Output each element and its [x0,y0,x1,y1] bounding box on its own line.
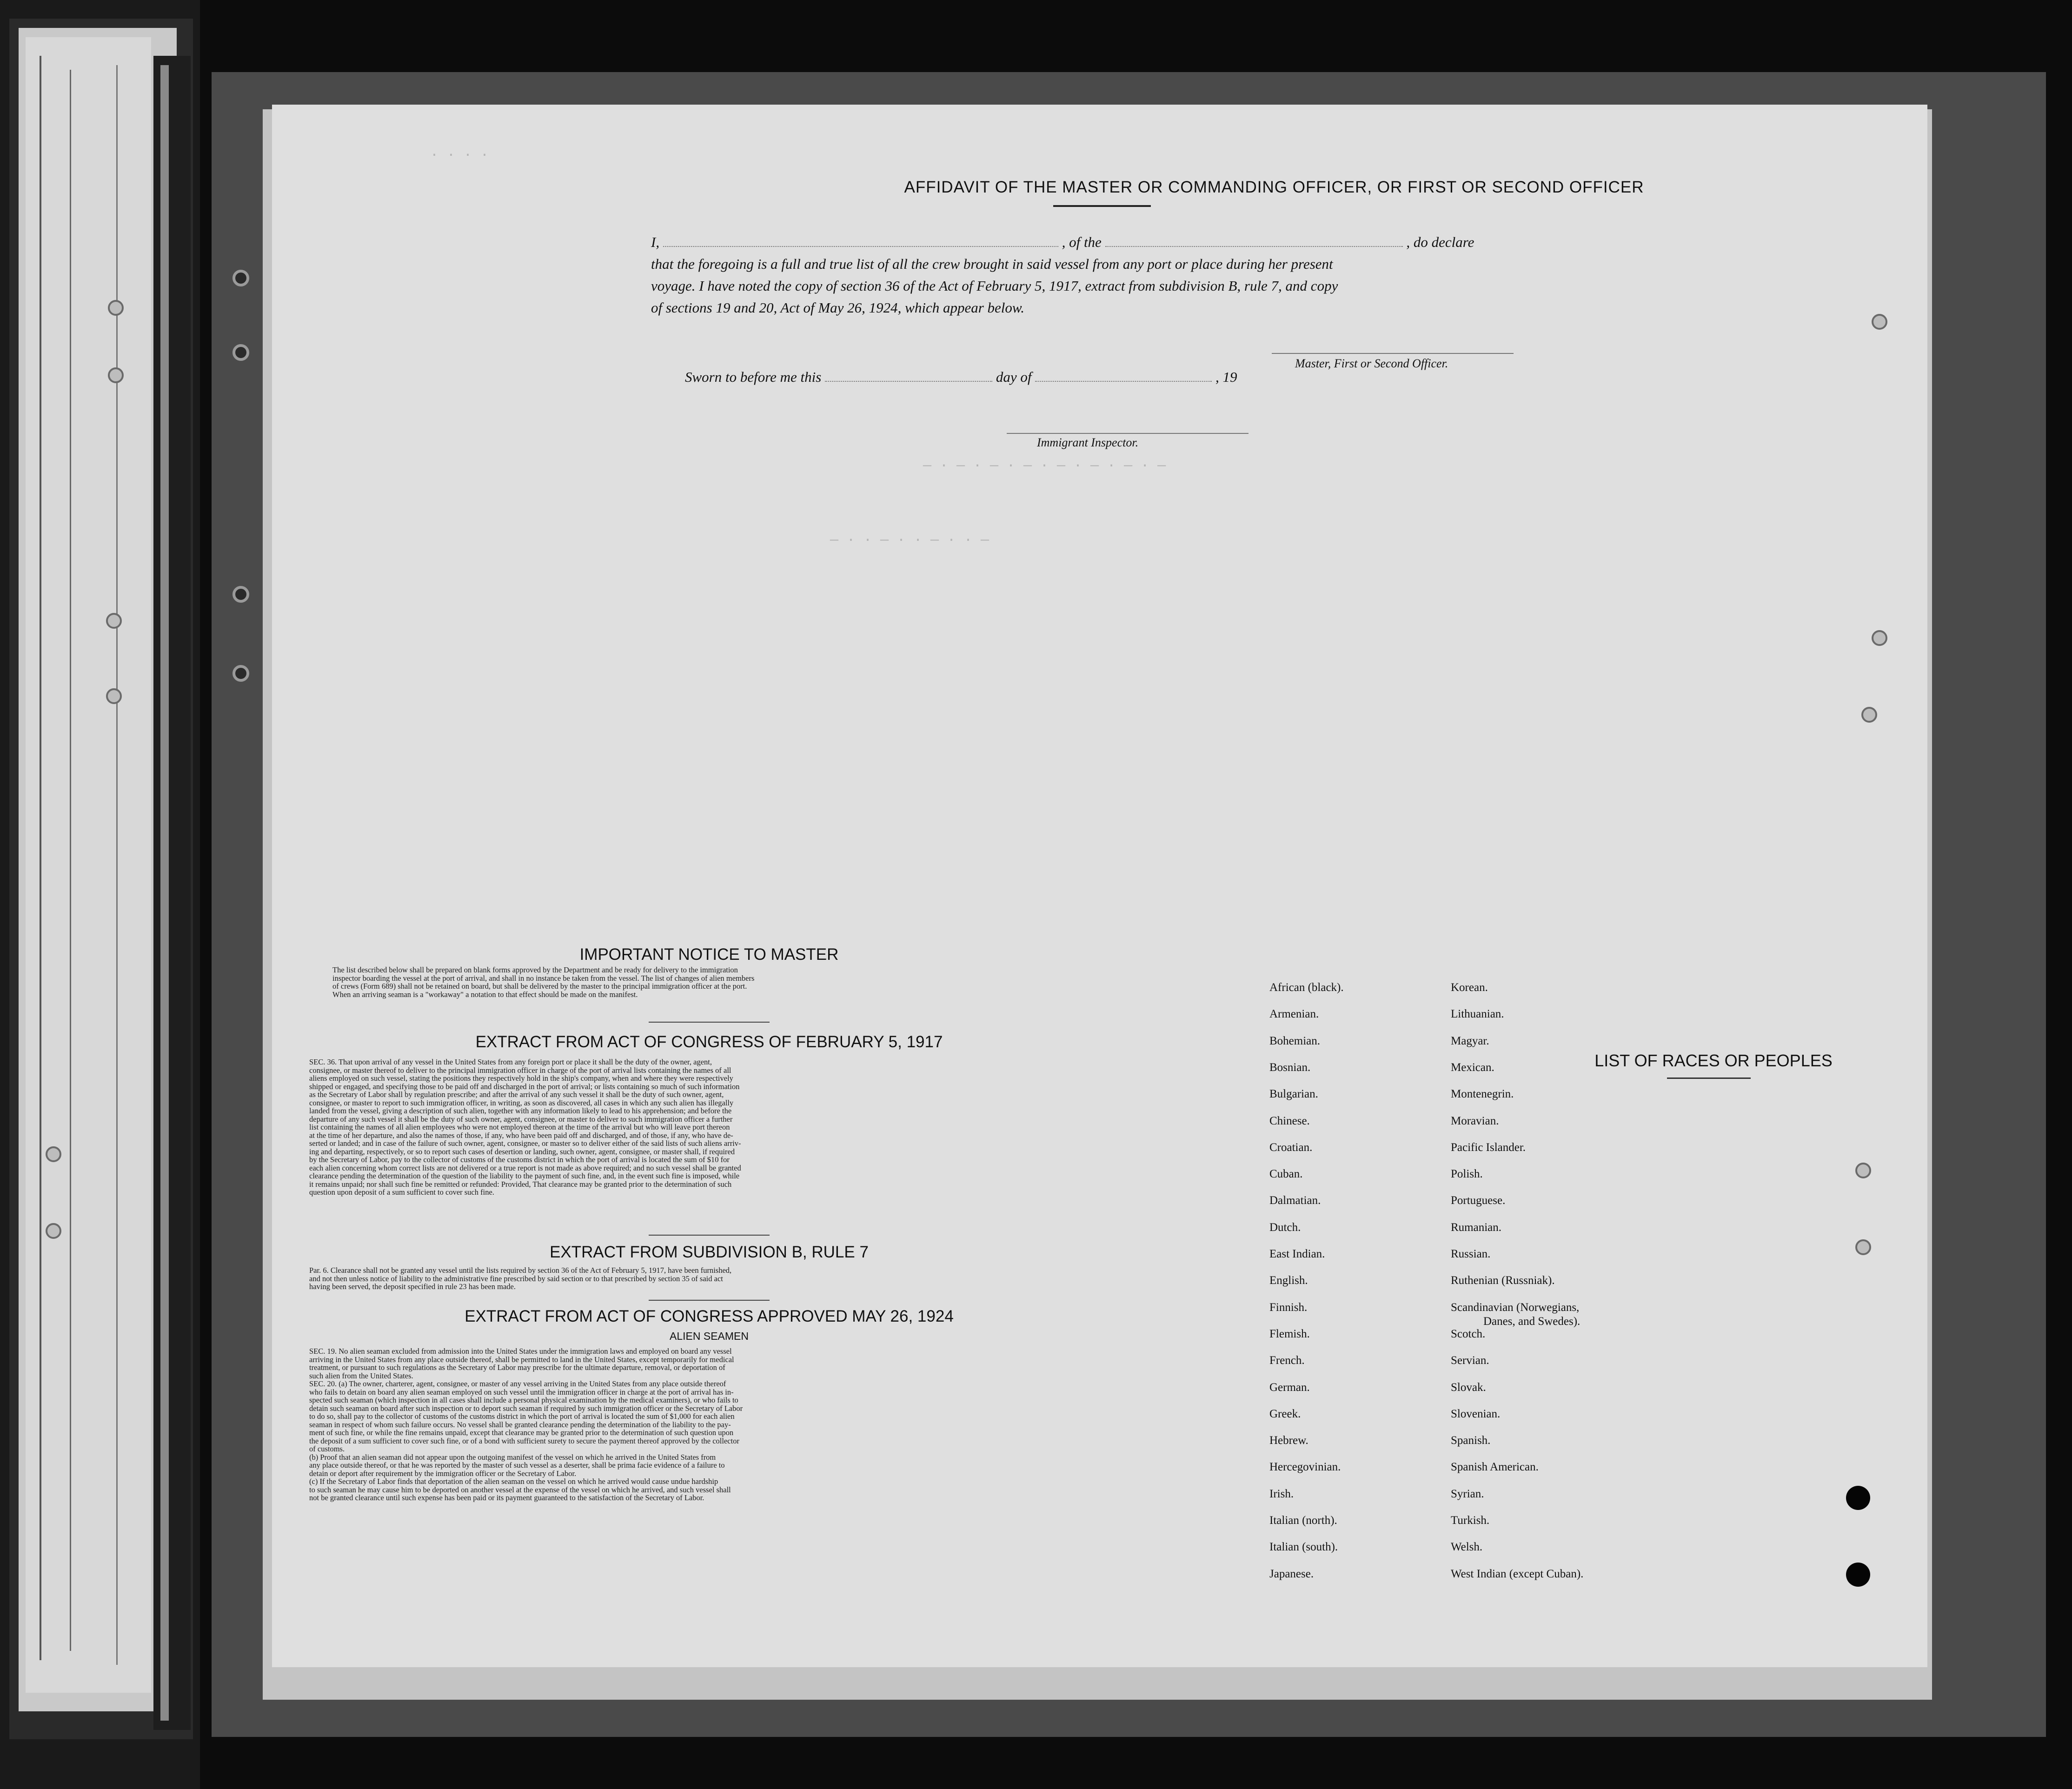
race-entry: Syrian. [1451,1487,1484,1500]
race-entry: Bosnian. [1269,1061,1311,1074]
race-entry: Lithuanian. [1451,1008,1504,1021]
affidavit-line-4: of sections 19 and 20, Act of May 26, 1924, which appear below. [651,299,1025,316]
paragraph-line: inspector boarding the vessel at the port of arrival, and shall in no instance be taken from the vessel. The list of changes of alien members [332,973,755,983]
section-divider [649,1300,770,1301]
paragraph-line: seaman in respect of whom such failure occurs. No vessel shall be granted clearance pending the determination of the liability to the pay- [309,1420,731,1429]
binder-ring [232,665,249,682]
binder-hole [46,1223,61,1239]
paragraph-line: consignee, or master thereof to deliver to the principal immigration officer in charge of the port of arrival lists containing the names of all [309,1065,731,1075]
paragraph-line: ing and departing, respectively, or so to report such cases of desertion or landing, such owner, agent, consignee, or master shall, if required [309,1147,735,1156]
sworn-line [685,369,1861,386]
affidavit-line-2: that the foregoing is a full and true list of all the crew brought in said vessel from any port or place during her present [651,256,1333,272]
paragraph-line: ment of such fine, or while the fine remains unpaid, except that clearance may be granted prior to the determination of such question upon [309,1428,734,1437]
binder-ring [232,270,249,286]
paragraph-line: SEC. 36. That upon arrival of any vessel in the United States from any foreign port or place it shall be the duty of the owner, agent, [309,1057,712,1066]
race-entry: German. [1269,1381,1310,1394]
paragraph-line: shipped or engaged, and specifying those to be paid off and discharged in the port of arrival; or lists containing so much of such information [309,1082,740,1091]
race-entry: Dalmatian. [1269,1194,1321,1207]
paragraph-line: by the Secretary of Labor, pay to the collector of customs of the customs district in which the port of arrival is located the sum of $10 for [309,1155,730,1164]
inspector-signature-label: Immigrant Inspector. [1037,436,1139,449]
race-entry: Danes, and Swedes). [1483,1315,1581,1328]
paragraph-line: consignee, or master to report to such immigration officer, in writing, as soon as discovered, all cases in which any such alien has illegally [309,1098,734,1107]
paragraph-line: SEC. 19. No alien seaman excluded from admission into the United States under the immigration laws and employed on board any vessel [309,1347,732,1356]
race-entry: Bulgarian. [1269,1088,1318,1101]
race-entry: Scandinavian (Norwegians, [1451,1301,1580,1314]
name-blank [663,234,1058,247]
race-entry: Hercegovinian. [1269,1461,1341,1474]
extract-1924-body [309,1347,1095,1502]
race-entry: Pacific Islander. [1451,1141,1526,1154]
race-entry: French. [1269,1354,1305,1367]
binder-hole [46,1146,61,1162]
race-entry: Greek. [1269,1407,1301,1420]
day-blank [825,369,992,382]
race-entry: Chinese. [1269,1114,1310,1127]
race-entry: Irish. [1269,1487,1294,1500]
paragraph-line: clearance pending the determination of the question of the liability to the payment of such fine, and, in the event such fine is imposed, while [309,1171,740,1180]
race-entry: Ruthenian (Russniak). [1451,1274,1555,1287]
race-entry: Rumanian. [1451,1221,1502,1234]
punch-hole [1872,314,1887,330]
race-entry: Servian. [1451,1354,1489,1367]
race-entry: Finnish. [1269,1301,1308,1314]
binder-hole [106,688,122,704]
race-entry: Polish. [1451,1168,1483,1181]
paragraph-line: such alien from the United States. [309,1371,413,1380]
punch-hole [1872,630,1887,646]
race-entry: African (black). [1269,981,1344,994]
paragraph-line: the deposit of a sum sufficient to cover such fine, or of a bond with sufficient surety to secure the payment thereof approved by the collector [309,1436,739,1445]
races-title: LIST OF RACES OR PEOPLES [1594,1051,1833,1070]
binder-ring [232,586,249,603]
race-entry: Spanish American. [1451,1461,1539,1474]
paragraph-line: departure of any such vessel it shall be the duty of such owner, agent, consignee, or master to deliver to such immigration officer a further [309,1114,733,1124]
binder-ring [232,344,249,361]
race-entry: East Indian. [1269,1248,1325,1260]
do-declare-text: , do declare [1406,234,1474,250]
binder-hole [108,300,124,316]
alien-seamen-subtitle: ALIEN SEAMEN [670,1330,749,1342]
race-entry: Spanish. [1451,1434,1491,1447]
affidavit-pronoun: I, [651,234,660,250]
binder-hole [108,367,124,383]
paragraph-line: The list described below shall be prepared on blank forms approved by the Department and be ready for delivery to the immigration [332,965,738,974]
affidavit-line-3: voyage. I have noted the copy of section 36 of the Act of February 5, 1917, extract from subdivision B, rule 7, and copy [651,278,1338,294]
paragraph-line: who fails to detain on board any alien seaman employed on such vessel until the immigration officer in charge at the port of arrival has in- [309,1387,734,1397]
race-entry: English. [1269,1274,1308,1287]
race-entry: Flemish. [1269,1327,1310,1340]
notice-body [332,966,1076,998]
inspector-signature-line [1007,433,1249,434]
extract-rule7-title: EXTRACT FROM SUBDIVISION B, RULE 7 [550,1243,869,1261]
paragraph-line: as the Secretary of Labor shall by regulation prescribe; and after the arrival of any such vessel it shall be the duty of such owner, agent, [309,1090,724,1099]
month-blank [1035,369,1212,382]
year-text: , 19 [1215,369,1237,385]
of-the-text: , of the [1062,234,1102,250]
paragraph-line: it remains unpaid; nor shall such fine be remitted or refunded: Provided, That clearance may be granted prior to the determination of such [309,1179,732,1189]
paragraph-line: treatment, or pursuant to such regulations as the Secretary of Labor may prescribe for the ultimate departure, removal, or deportation of [309,1363,725,1372]
race-entry: Montenegrin. [1451,1088,1514,1101]
paragraph-line: When an arriving seaman is a "workaway" a notation to that effect should be made on the manifest. [332,990,638,999]
race-entry: West Indian (except Cuban). [1451,1567,1584,1580]
affidavit-line-1 [651,234,1827,251]
race-entry: Korean. [1451,981,1488,994]
race-entry: Dutch. [1269,1221,1301,1234]
race-entry: Italian (south). [1269,1541,1338,1554]
section-divider [649,1022,770,1023]
punch-hole [1855,1239,1871,1255]
vessel-blank [1105,234,1403,247]
binder-hole [106,613,122,629]
race-entry: Slovenian. [1451,1407,1501,1420]
paragraph-line: landed from the vessel, giving a description of such alien, together with any information likely to lead to his apprehension; and before the [309,1106,732,1115]
bleed-through-marks: — · · — · · — · · — [830,532,990,548]
paragraph-line: to such seaman he may cause him to be deported on another vessel at the expense of the vessel on which he arrived, and such vessel shall [309,1485,731,1494]
bleed-through-marks: · · · · [430,147,489,163]
race-entry: Cuban. [1269,1168,1303,1181]
paragraph-line: aliens employed on such vessel, stating the positions they respectively hold in the ship's company, when and where they were respectively [309,1074,733,1083]
paragraph-line: list containing the names of all alien employees who were not employed thereon at the time of the arrival but who will leave port thereon [309,1123,730,1131]
title-rule [1053,205,1151,207]
extract-rule7-body [309,1266,1095,1291]
sworn-text: Sworn to before me this [685,369,822,385]
race-entry: Bohemian. [1269,1034,1321,1047]
paragraph-line: any place outside thereof, or that he was reported by the master of such vessel as a deserter, shall be prima facie evidence of a failure to [309,1461,725,1470]
section-divider [649,1235,770,1236]
paragraph-line: (b) Proof that an alien seaman did not appear upon the outgoing manifest of the vessel on which he arrived in the United States from [309,1452,716,1462]
stacked-pages-edge [0,0,200,1789]
punch-hole-dark [1846,1486,1870,1510]
race-entry: Scotch. [1451,1327,1486,1340]
bleed-through-marks: — · — · — · — · — · — · — · — [923,458,1166,474]
day-of-text: day of [996,369,1032,385]
race-entry: Russian. [1451,1248,1491,1260]
race-entry: Hebrew. [1269,1434,1308,1447]
race-entry: Welsh. [1451,1541,1483,1554]
punch-hole [1861,707,1877,723]
paragraph-line: SEC. 20. (a) The owner, charterer, agent, consignee, or master of any vessel arriving in the United States from any place outside thereof [309,1379,726,1388]
master-signature-label: Master, First or Second Officer. [1295,357,1448,370]
manifest-sheet [272,105,1927,1667]
paragraph-line: to do so, shall pay to the collector of customs of the customs district in which the port of arrival is located the sum of $1,000 for each alien [309,1412,735,1421]
paragraph-line: (c) If the Secretary of Labor finds that deportation of the alien seaman on the vessel on which he arrived would cause undue hardship [309,1477,718,1486]
affidavit-title: AFFIDAVIT OF THE MASTER OR COMMANDING OFFICER, OR FIRST OR SECOND OFFICER [904,178,1644,196]
extract-1917-body [309,1058,1095,1197]
race-entry: Turkish. [1451,1514,1490,1527]
race-entry: Japanese. [1269,1567,1314,1580]
race-entry: Moravian. [1451,1114,1499,1127]
paragraph-line: Par. 6. Clearance shall not be granted any vessel until the lists required by section 36 of the Act of February 5, 1917, have been furnished, [309,1266,732,1275]
paragraph-line: detain or deport after requirement by the immigration officer or the Secretary of Labor. [309,1469,577,1478]
paragraph-line: not be granted clearance until such expense has been paid or its payment guaranteed to the satisfaction of the Secretary of Labor. [309,1493,704,1502]
paragraph-line: question upon deposit of a sum sufficient to cover such fine. [309,1188,494,1197]
paragraph-line: of customs. [309,1444,345,1453]
paragraph-line: each alien concerning whom correct lists are not delivered or a true report is not made as above required; and no such vessel shall be granted [309,1163,741,1172]
master-signature-line [1272,353,1514,354]
races-title-rule [1667,1077,1751,1079]
extract-1924-title: EXTRACT FROM ACT OF CONGRESS APPROVED MAY 26, 1924 [465,1307,954,1325]
race-entry: Italian (north). [1269,1514,1337,1527]
paragraph-line: detain such seaman on board after such inspection or to deport such seaman if required by such immigration officer or the Secretary of Labor [309,1403,743,1413]
paragraph-line: and not then unless notice of liability to the administrative fine prescribed by said section or to that prescribed by section 35 of said act [309,1274,723,1283]
paragraph-line: at the time of her departure, and also the names of those, if any, who have been paid off and discharged, and of those, if any, who have de- [309,1131,733,1140]
race-entry: Mexican. [1451,1061,1494,1074]
punch-hole [1855,1163,1871,1178]
punch-hole-dark [1846,1563,1870,1587]
extract-1917-title: EXTRACT FROM ACT OF CONGRESS OF FEBRUARY 5, 1917 [475,1033,943,1051]
paragraph-line: serted or landed; and in case of the failure of such owner, agent, consignee, or master so to deliver either of the said lists of such aliens arriv- [309,1139,741,1148]
paragraph-line: having been served, the deposit specified in rule 23 has been made. [309,1282,516,1291]
race-entry: Croatian. [1269,1141,1313,1154]
race-entry: Slovak. [1451,1381,1486,1394]
race-entry: Armenian. [1269,1008,1319,1021]
paragraph-line: spected such seaman (which inspection in all cases shall include a personal physical examination by the medical examiners), or who fails to [309,1396,738,1404]
notice-title: IMPORTANT NOTICE TO MASTER [579,945,839,964]
race-entry: Portuguese. [1451,1194,1506,1207]
paragraph-line: arriving in the United States from any place outside thereof, shall be permitted to land in the United States, except temporarily for medical [309,1355,734,1364]
race-entry: Magyar. [1451,1034,1489,1047]
paragraph-line: of crews (Form 689) shall not be retained on board, but shall be delivered by the master to the principal immigration officer at the port. [332,982,747,991]
